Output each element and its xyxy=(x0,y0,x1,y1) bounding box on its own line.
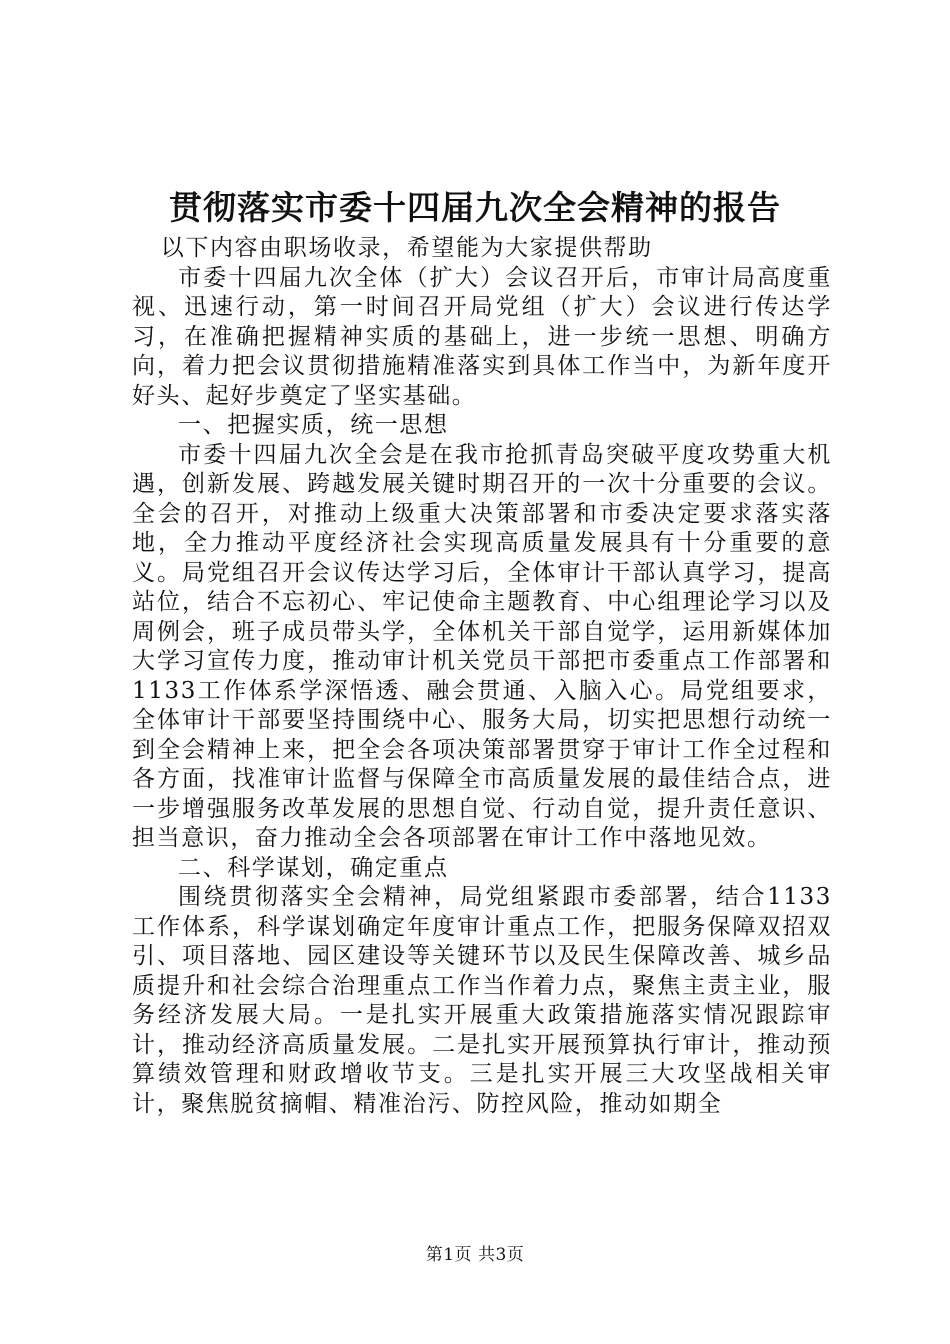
document-body xyxy=(132,234,832,1119)
paragraph-3: 围绕贯彻落实全会精神，局党组紧跟市委部署，结合1133工作体系，科学谋划确定年度审计重点工作，把服务保障双招双引、项目落地、园区建设等关键环节以及民生保障改善、城乡品质提升和社会综合治理重点工作当作着力点，聚焦主责主业，服务经济发展大局。一是扎实开展重大政策措施落实情况跟踪审计，推动经济高质量发展。二是扎实开展预算执行审计，推动预算绩效管理和财政增收节支。三是扎实开展三大攻坚战相关审计，聚焦脱贫摘帽、精准治污、防控风险，推动如期全 xyxy=(132,884,832,1117)
document-title: 贯彻落实市委十四届九次全会精神的报告 xyxy=(169,188,781,227)
paragraph-1: 市委十四届九次全体（扩大）会议召开后，市审计局高度重视、迅速行动，第一时间召开局党组（扩大）会议进行传达学习，在准确把握精神实质的基础上，进一步统一思想、明确方向，着力把会议贯彻措施精准落实到具体工作当中，为新年度开好头、起好步奠定了坚实基础。 xyxy=(132,264,832,409)
section-heading-2: 二、科学谋划，确定重点 xyxy=(178,854,449,881)
section-heading-1: 一、把握实质，统一思想 xyxy=(178,412,449,438)
intro-line: 以下内容由职场收录，希望能为大家提供帮助 xyxy=(160,235,653,261)
page-footer: 第1页 共3页 xyxy=(425,1245,525,1265)
paragraph-2: 市委十四届九次全会是在我市抢抓青岛突破平度攻势重大机遇，创新发展、跨越发展关键时期召开的一次十分重要的会议。全会的召开，对推动上级重大决策部署和市委决定要求落实落地，全力推动平度经济社会实现高质量发展具有十分重要的意义。局党组召开会议传达学习后，全体审计干部认真学习，提高站位，结合不忘初心、牢记使命主题教育、中心组理论学习以及周例会，班子成员带头学，全体机关干部自觉学，运用新媒体加大学习宣传力度，推动审计机关党员干部把市委重点工作部署和1133工作体系学深悟透、融会贯通、入脑入心。局党组要求，全体审计干部要坚持围绕中心、服务大局，切实把思想行动统一到全会精神上来，把全会各项决策部署贯穿于审计工作全过程和各方面，找准审计监督与保障全市高质量发展的最佳结合点，进一步增强服务改革发展的思想自觉、行动自觉，提升责任意识、担当意识，奋力推动全会各项部署在审计工作中落地见效。 xyxy=(132,441,832,851)
